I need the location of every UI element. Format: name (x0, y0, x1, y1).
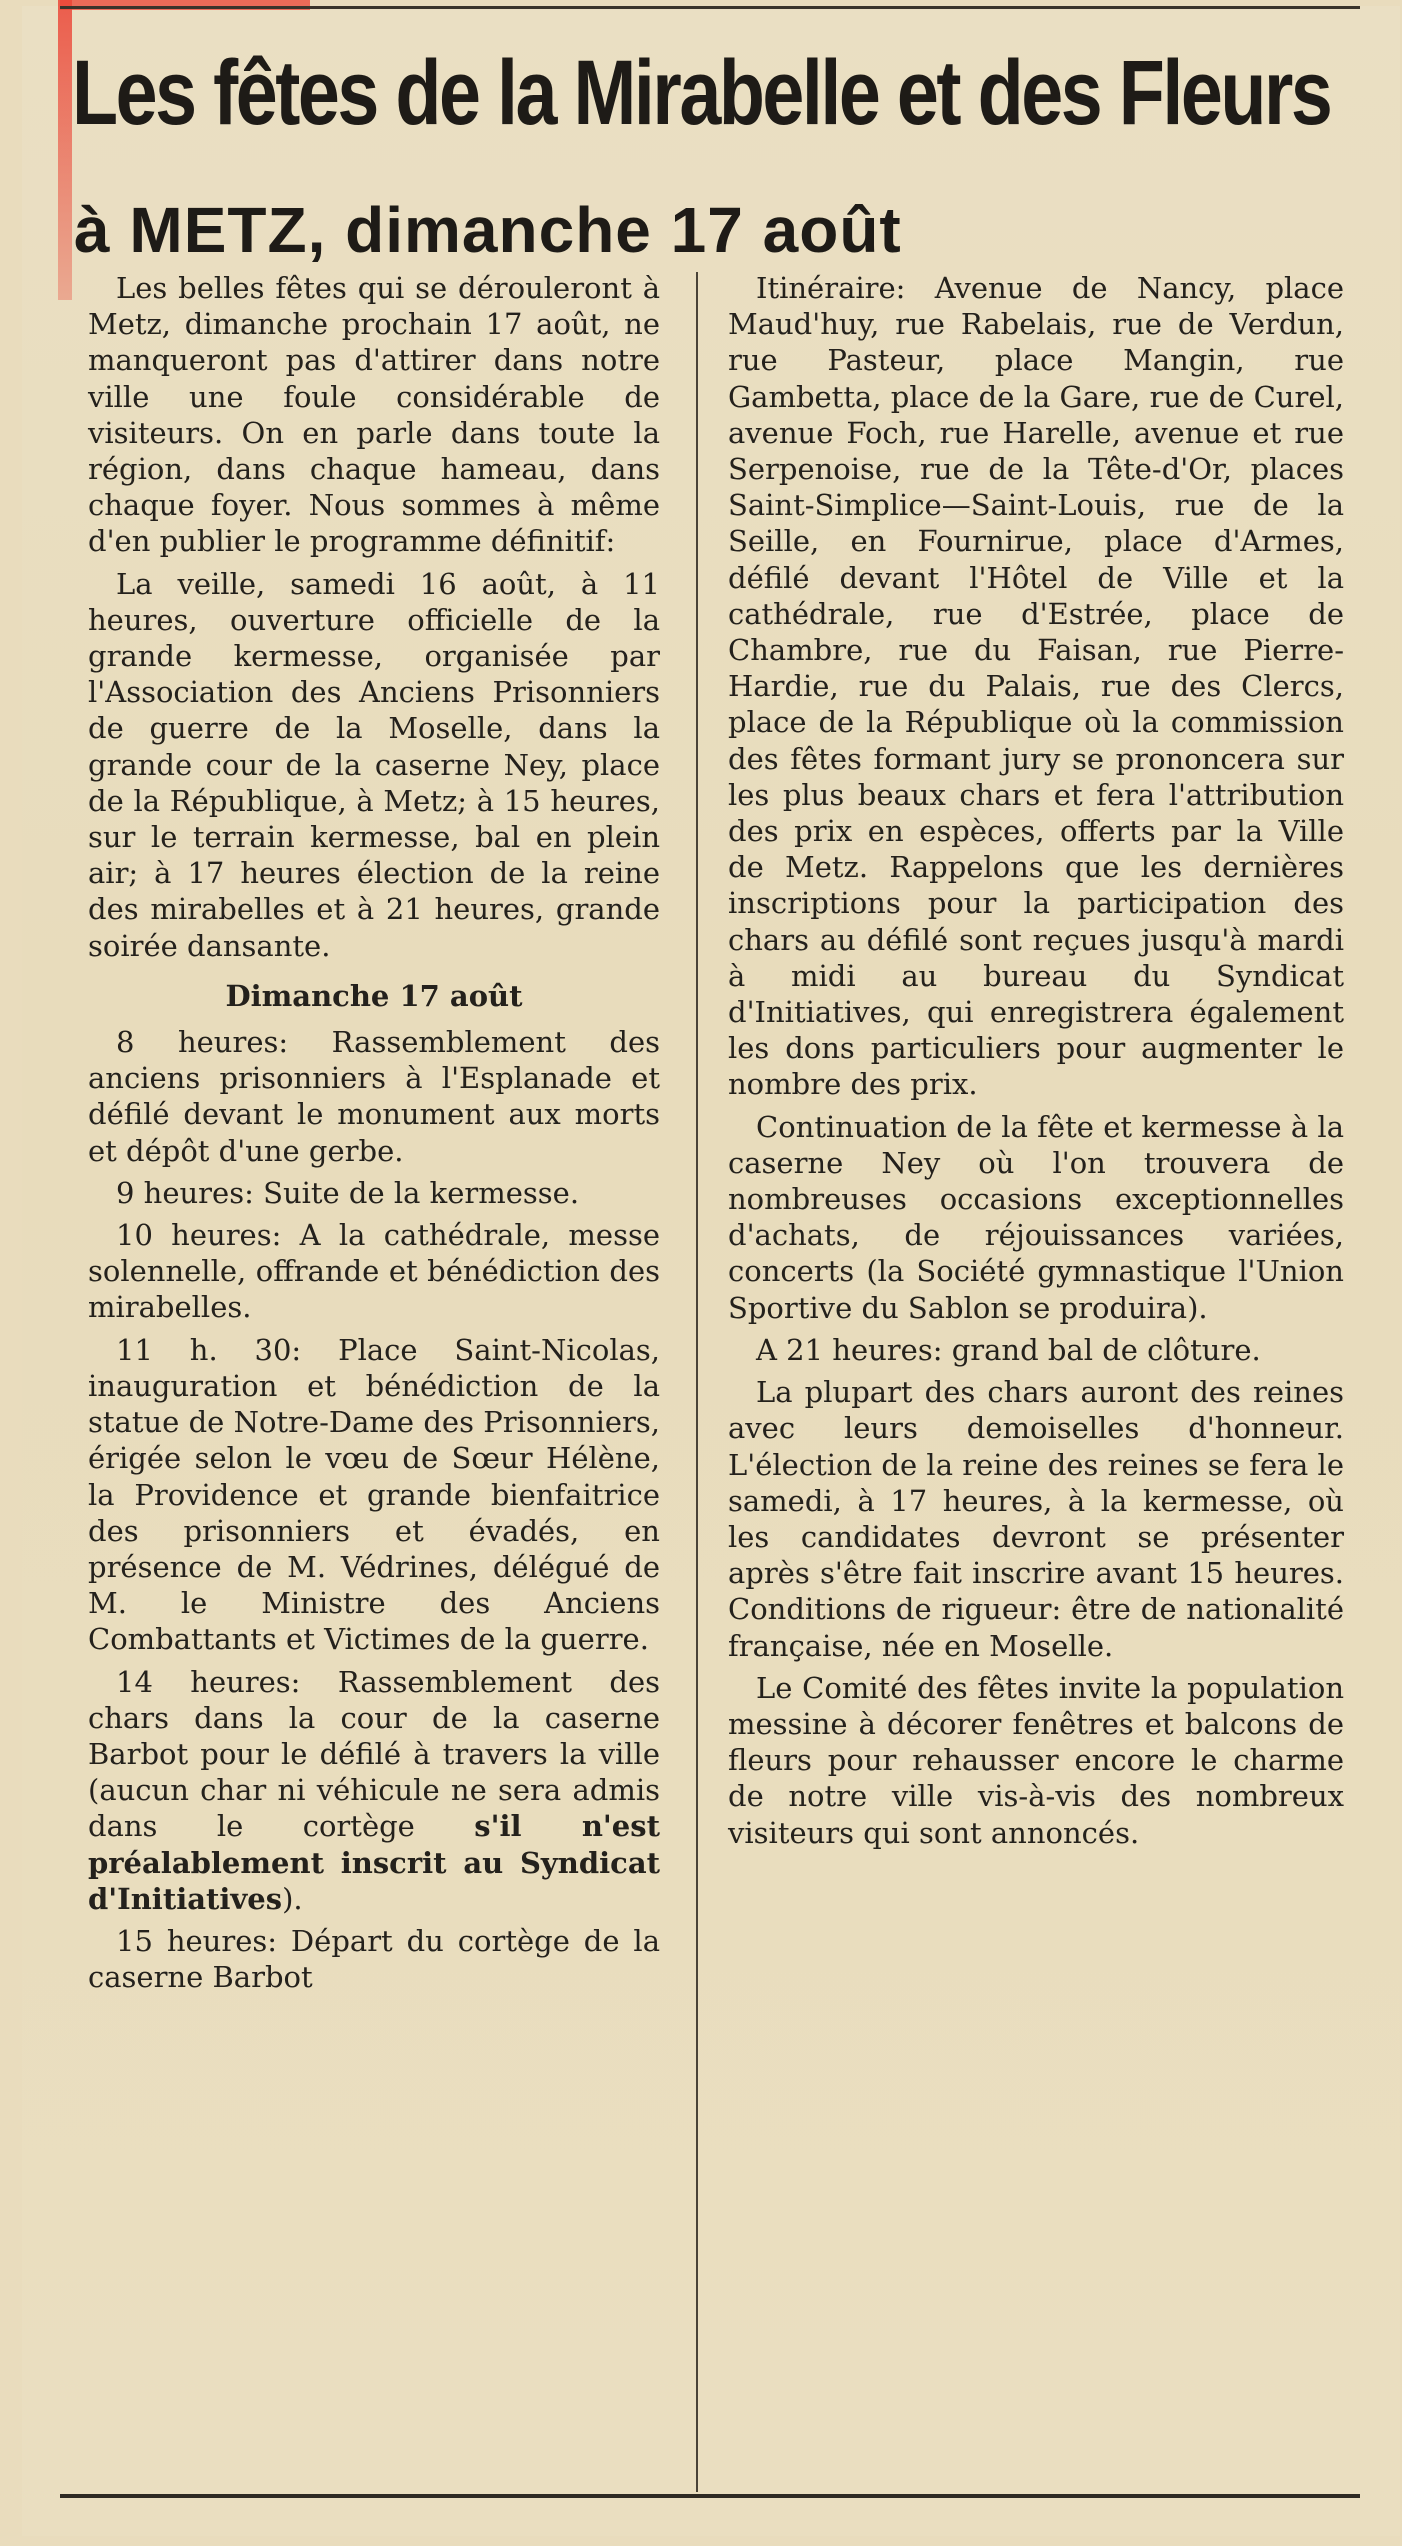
headline-line-2: à METZ, dimanche 17 août (74, 194, 902, 266)
closing-ball-paragraph: A 21 heures: grand bal de clôture. (756, 1332, 1261, 1367)
headline-line-1: Les fêtes de la Mirabelle et des Fleurs (72, 42, 1331, 144)
program-8h: 8 heures: Rassemblement des anciens prisonniers à l'Esplanade et défilé devant le monument aux morts et dépôt d'une gerbe. (88, 1025, 660, 1168)
queens-paragraph: La plupart des chars auront des reines avec leurs demoiselles d'honneur. L'élection de la reine des reines se fera le samedi, à 17 heures, à la kermesse, où les candidates devront se présenter après s'être fait inscrire avant 15 heures. Conditions de rigueur: être de nationalité française, née en Moselle. (728, 1375, 1344, 1663)
program-11h30: 11 h. 30: Place Saint-Nicolas, inauguration et bénédiction de la statue de Notre-Dame des Prisonniers, érigée selon le vœu de Sœur Hélène, la Providence et grande bienfaitrice des prisonniers et évadés, en présence de M. Védrines, délégué de M. le Ministre des Anciens Combattants et Victimes de la guerre. (88, 1332, 660, 1657)
continuation-paragraph: Continuation de la fête et kermesse à la caserne Ney où l'on trouvera de nombreuses occasions exceptionnelles d'achats, de réjouissances variées, concerts (la Société gymnastique l'Union Sportive du Sablon se produira). (728, 1109, 1344, 1325)
program-9h: 9 heures: Suite de la kermesse. (116, 1175, 580, 1210)
column-divider (696, 272, 698, 2492)
article-right-column (728, 270, 1344, 1857)
saturday-paragraph: La veille, samedi 16 août, à 11 heures, ouverture officielle de la grande kermesse, organisée par l'Association des Anciens Prisonniers de guerre de la Moselle, dans la grande cour de la caserne Ney, place de la République, à Metz; à 15 heures, sur le terrain kermesse, bal en plein air; à 17 heures élection de la reine des mirabelles et à 21 heures, grande soirée dansante. (88, 566, 660, 963)
top-rule (60, 6, 1360, 9)
article-left-column (88, 270, 660, 2001)
itinerary-paragraph: Itinéraire: Avenue de Nancy, place Maud'huy, rue Rabelais, rue de Verdun, rue Pasteur, place Mangin, rue Gambetta, place de la Gare, rue de Curel, avenue Foch, rue Harelle, avenue et rue Serpenoise, rue de la Tête-d'Or, places Saint-Simplice—Saint-Louis, rue de la Seille, en Fournirue, place d'Armes, défilé devant l'Hôtel de Ville et la cathédrale, rue d'Estrée, place de Chambre, rue du Faisan, rue Pierre-Hardie, rue du Palais, rue des Clercs, place de la République où la commission des fêtes formant jury se prononcera sur les plus beaux chars et fera l'attribution des prix en espèces, offerts par la Ville de Metz. Rappelons que les dernières inscriptions pour la participation des chars au défilé sont reçues jusqu'à mardi à midi au bureau du Syndicat d'Initiatives, qui enregistrera également les dons particuliers pour augmenter le nombre des prix. (728, 271, 1344, 1102)
program-14h-tail: ). (282, 1881, 303, 1916)
intro-paragraph: Les belles fêtes qui se dérouleront à Metz, dimanche prochain 17 août, ne manqueront pas d'attirer dans notre ville une foule considérable de visiteurs. On en parle dans toute la région, dans chaque hameau, dans chaque foyer. Nous sommes à même d'en publier le programme définitif: (88, 271, 660, 559)
committee-paragraph: Le Comité des fêtes invite la population messine à décorer fenêtres et balcons de fleurs pour rehausser encore le charme de notre ville vis-à-vis des nombreux visiteurs qui sont annoncés. (728, 1670, 1344, 1850)
program-15h: 15 heures: Départ du cortège de la caserne Barbot (88, 1923, 660, 1995)
bottom-rule (60, 2494, 1360, 2498)
program-14h-text: 14 heures: Rassemblement des chars dans la cour de la caserne Barbot pour le défilé à travers la ville (aucun char ni véhicule ne sera admis dans le cortège (88, 1664, 660, 1844)
program-10h: 10 heures: A la cathédrale, messe solennelle, offrande et bénédiction des mirabelles. (88, 1218, 660, 1325)
sunday-subheading: Dimanche 17 août (225, 978, 523, 1013)
program-14h (88, 1664, 660, 1917)
red-crayon-mark (58, 0, 72, 300)
program-14h-bold: s'il n'est préalablement inscrit au Syndicat d'Initiatives (88, 1809, 660, 1916)
